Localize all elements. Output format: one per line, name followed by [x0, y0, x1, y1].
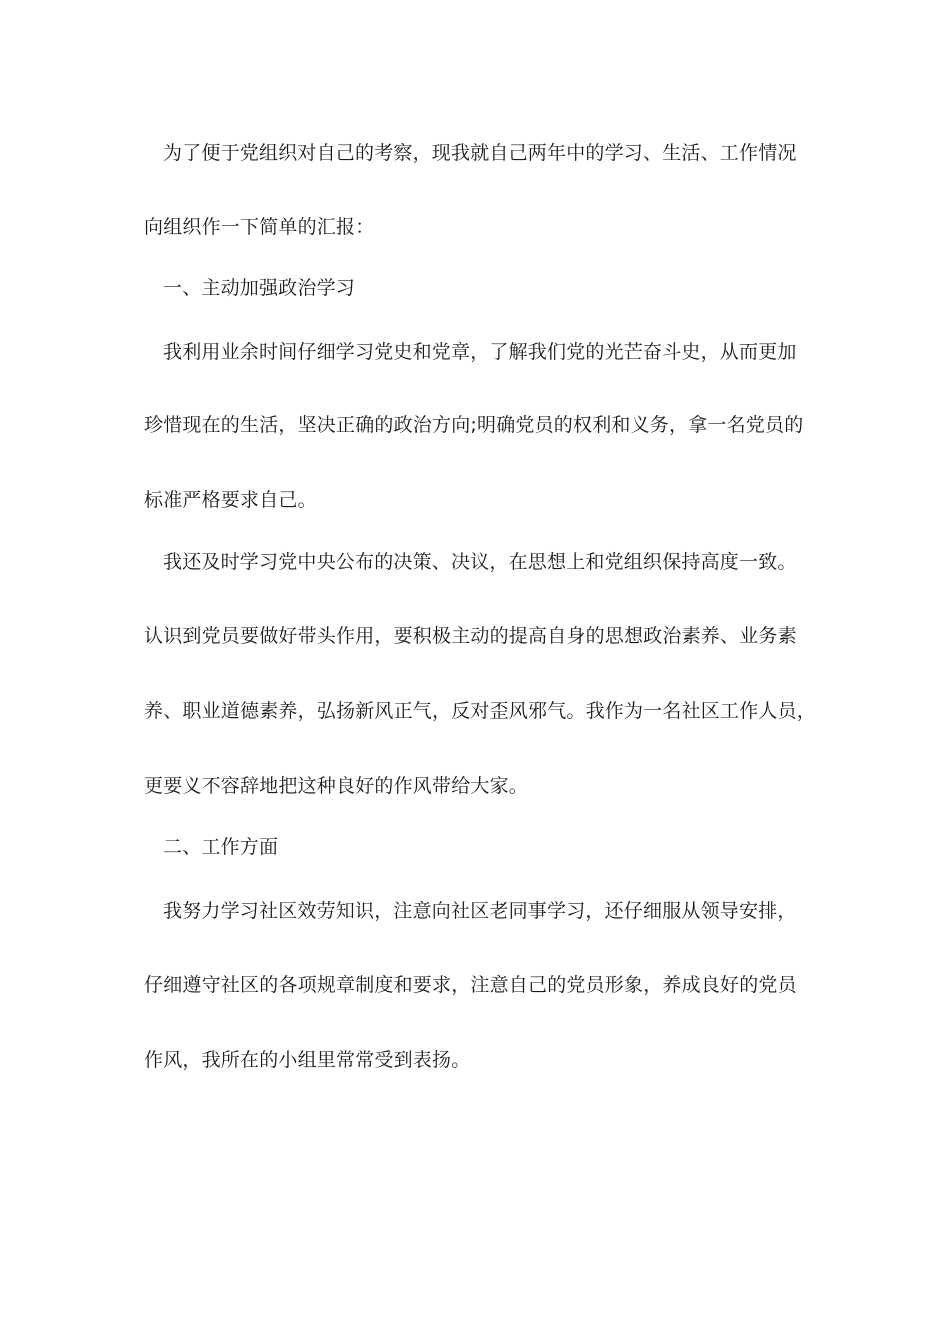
- paragraph-2-line-2: 珍惜现在的生活，坚决正确的政治方向;明确党员的权利和义务，拿一名党员的: [144, 414, 804, 436]
- paragraph-3-line-2: 认识到党员要做好带头作用，要积极主动的提高自身的思想政治素养、业务素: [144, 625, 797, 647]
- section-heading-2: 二、工作方面: [163, 836, 279, 858]
- paragraph-3-line-4: 更要义不容辞地把这种良好的作风带给大家。: [144, 775, 529, 797]
- paragraph-4-line-2: 仔细遵守社区的各项规章制度和要求，注意自己的党员形象，养成良好的党员: [144, 974, 797, 996]
- paragraph-2-line-1: 我利用业余时间仔细学习党史和党章，了解我们党的光芒奋斗史，从而更加: [163, 341, 797, 363]
- paragraph-4-line-3: 作风，我所在的小组里常常受到表扬。: [144, 1049, 471, 1071]
- section-heading-1: 一、主动加强政治学习: [163, 277, 356, 299]
- paragraph-1-line-2: 向组织作一下简单的汇报：: [144, 216, 375, 238]
- paragraph-3-line-3: 养、职业道德素养，弘扬新风正气，反对歪风邪气。我作为一名社区工作人员，: [144, 700, 817, 722]
- paragraph-4-line-1: 我努力学习社区效劳知识，注意向社区老同事学习，还仔细服从领导安排，: [163, 900, 797, 922]
- paragraph-3-line-1: 我还及时学习党中央公布的决策、决议，在思想上和党组织保持高度一致。: [163, 551, 797, 573]
- paragraph-1-line-1: 为了便于党组织对自己的考察，现我就自己两年中的学习、生活、工作情况: [163, 142, 797, 164]
- paragraph-2-line-3: 标准严格要求自己。: [144, 489, 317, 511]
